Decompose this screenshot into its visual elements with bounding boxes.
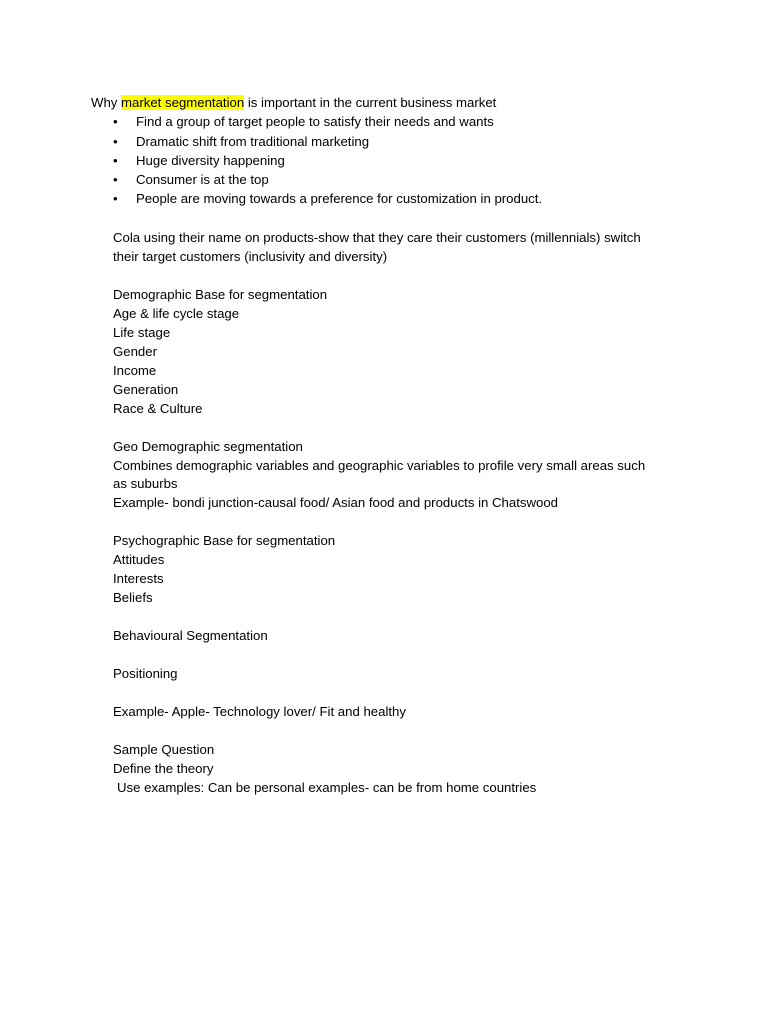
demographic-item: Generation [113,382,179,397]
demographic-item: Race & Culture [113,401,203,416]
heading-post: is important in the current business market [244,95,497,110]
apple-example: Example- Apple- Technology lover/ Fit and healthy [113,704,406,719]
bullet-marker: • [113,172,118,187]
heading-line [91,93,496,112]
heading-pre: Why [91,95,122,110]
demographic-item: Gender [113,344,157,359]
demographic-item: Income [113,363,157,378]
geo-line: as suburbs [113,476,178,491]
bullet-item: Consumer is at the top [136,172,269,187]
bullet-marker: • [113,153,118,168]
psychographic-title: Psychographic Base for segmentation [113,533,336,548]
psychographic-item: Beliefs [113,590,153,605]
bullet-item: People are moving towards a preference for customization in product. [136,191,543,206]
demographic-title: Demographic Base for segmentation [113,287,328,302]
psychographic-item: Interests [113,571,164,586]
positioning-title: Positioning [113,666,178,681]
bullet-marker: • [113,134,118,149]
bullet-marker: • [113,191,118,206]
sample-title: Sample Question [113,742,215,757]
geo-example: Example- bondi junction-causal food/ Asian food and products in Chatswood [113,495,558,510]
sample-line: Use examples: Can be personal examples- can be from home countries [117,780,537,795]
cola-line: their target customers (inclusivity and diversity) [113,249,388,264]
bullet-item: Dramatic shift from traditional marketing [136,134,370,149]
geo-line: Combines demographic variables and geographic variables to profile very small areas such [113,458,646,473]
highlighted-term: market segmentation [121,95,245,110]
sample-line: Define the theory [113,761,214,776]
bullet-item: Huge diversity happening [136,153,285,168]
geo-title: Geo Demographic segmentation [113,439,303,454]
bullet-marker: • [113,114,118,129]
bullet-item: Find a group of target people to satisfy their needs and wants [136,114,494,129]
behavioural-title: Behavioural Segmentation [113,628,268,643]
demographic-item: Age & life cycle stage [113,306,240,321]
cola-line: Cola using their name on products-show that they care their customers (millennials) switch [113,230,641,245]
psychographic-item: Attitudes [113,552,165,567]
demographic-item: Life stage [113,325,171,340]
